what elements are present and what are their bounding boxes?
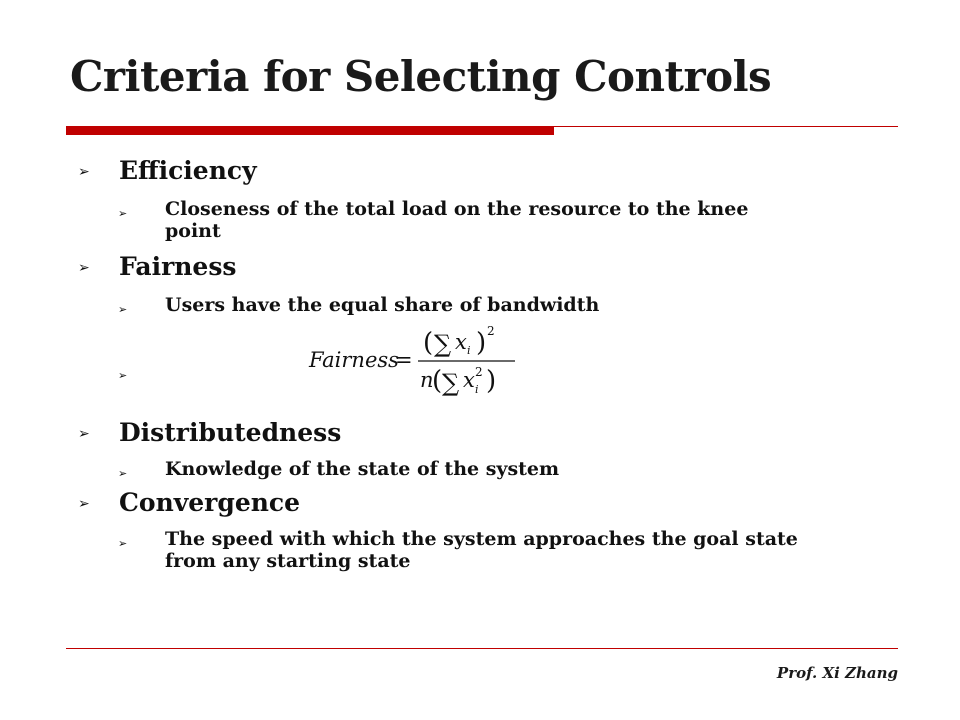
formula-lhs: Fairness	[309, 348, 399, 372]
bullet-efficiency-detail: ➢ Closeness of the total load on the resource to the knee point	[118, 198, 749, 242]
formula-num-sub: i	[467, 344, 471, 357]
arrow-bullet-icon: ➢	[118, 207, 128, 220]
formula-den-open-paren: (	[432, 366, 443, 396]
formula-num-exponent: 2	[487, 325, 495, 338]
formula-num-var: x	[455, 330, 467, 354]
footer-author: Prof. Xi Zhang	[776, 664, 898, 682]
arrow-bullet-icon: ➢	[118, 537, 128, 550]
slide-title: Criteria for Selecting Controls	[70, 52, 772, 101]
formula-den-close-paren: )	[486, 366, 497, 396]
formula-num-close-paren: )	[476, 328, 487, 358]
arrow-bullet-icon: ➢	[78, 426, 90, 442]
title-divider-line	[554, 126, 898, 127]
formula-den-var: x	[463, 368, 475, 392]
footer-divider-line	[66, 648, 898, 649]
fairness-formula	[305, 325, 525, 400]
formula-den-sub: i	[475, 383, 479, 396]
arrow-bullet-icon: ➢	[78, 164, 90, 180]
arrow-bullet-icon: ➢	[118, 303, 128, 316]
arrow-bullet-icon: ➢	[78, 260, 90, 276]
formula-equals: =	[395, 348, 413, 372]
title-accent-rule	[66, 126, 554, 135]
bullet-distributedness-detail: ➢ Knowledge of the state of the system	[118, 458, 808, 480]
bullet-fairness-detail: ➢ Users have the equal share of bandwidth	[118, 294, 808, 316]
formula-den-n: n	[420, 368, 434, 392]
arrow-bullet-icon: ➢	[78, 496, 90, 512]
formula-den-exponent: 2	[475, 365, 483, 379]
arrow-bullet-icon: ➢	[118, 467, 128, 480]
formula-num-open-paren: (	[423, 328, 434, 358]
formula-den-sum-symbol: ∑	[442, 369, 460, 397]
bullet-convergence-detail: ➢ The speed with which the system approaches the goal state from any starting state	[118, 528, 798, 572]
arrow-bullet-icon: ➢	[118, 369, 128, 382]
formula-sum-symbol: ∑	[434, 330, 452, 358]
